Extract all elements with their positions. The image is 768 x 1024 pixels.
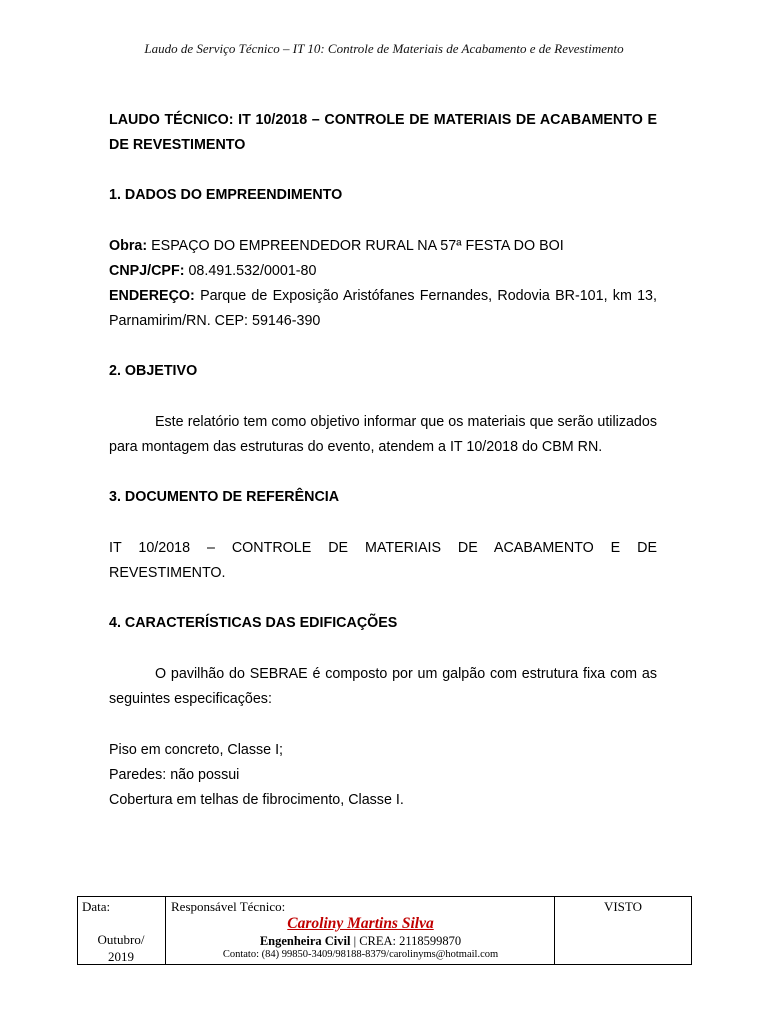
section-2-heading: 2. OBJETIVO — [109, 363, 198, 379]
responsavel-label: Responsável Técnico: — [171, 899, 286, 914]
document-body — [109, 108, 657, 813]
endereco-value: Parque de Exposição Aristófanes Fernandes, Rodovia BR-101, km 13, Parnamirim/RN. CEP: 59146-390 — [109, 288, 657, 329]
visto-cell — [555, 897, 691, 964]
cnpj-field — [109, 259, 657, 284]
document-title: LAUDO TÉCNICO: IT 10/2018 – CONTROLE DE MATERIAIS DE ACABAMENTO E DE REVESTIMENTO — [109, 112, 657, 153]
date-label: Data: — [82, 899, 111, 914]
running-header: Laudo de Serviço Técnico – IT 10: Controle de Materiais de Acabamento e de Revestimento — [144, 41, 624, 56]
visto-label: VISTO — [603, 899, 643, 914]
obra-value: ESPAÇO DO EMPREENDEDOR RURAL NA 57ª FESTA DO BOI — [151, 238, 564, 254]
date-value-month: Outubro/ — [97, 932, 145, 947]
responsavel-name: Caroliny Martins Silva — [287, 915, 434, 932]
role-title: Engenheira Civil — [259, 934, 351, 948]
endereco-label: ENDEREÇO: — [109, 288, 195, 304]
date-value-year: 2019 — [108, 949, 134, 964]
responsavel-contact: Contato: (84) 99850-3409/98188-8379/carolinyms@hotmail.com — [222, 949, 499, 960]
section-4-heading: 4. CARACTERÍSTICAS DAS EDIFICAÇÕES — [109, 615, 398, 631]
spec-item: Piso em concreto, Classe I; — [109, 742, 284, 758]
spec-item: Cobertura em telhas de fibrocimento, Classe I. — [109, 792, 404, 808]
cnpj-value: 08.491.532/0001-80 — [188, 263, 317, 279]
cnpj-label: CNPJ/CPF: — [109, 263, 185, 279]
obra-label: Obra: — [109, 238, 148, 254]
responsavel-role — [166, 934, 555, 949]
endereco-field — [109, 284, 657, 334]
obra-field — [109, 234, 657, 259]
signature-table — [77, 896, 692, 965]
date-cell — [78, 897, 166, 964]
section-1-heading: 1. DADOS DO EMPREENDIMENTO — [109, 187, 343, 203]
spec-item: Paredes: não possui — [109, 767, 240, 783]
responsavel-cell — [166, 897, 555, 964]
caracteristicas-paragraph: O pavilhão do SEBRAE é composto por um galpão com estrutura fixa com as seguintes especificações: — [109, 666, 657, 707]
section-3-heading: 3. DOCUMENTO DE REFERÊNCIA — [109, 489, 340, 505]
referencia-paragraph: IT 10/2018 – CONTROLE DE MATERIAIS DE ACABAMENTO E DE REVESTIMENTO. — [109, 540, 657, 581]
date-value — [78, 931, 164, 965]
crea-number: | CREA: 2118599870 — [353, 934, 462, 948]
objetivo-paragraph: Este relatório tem como objetivo informar que os materiais que serão utilizados para montagem das estruturas do evento, atendem a IT 10/2018 do CBM RN. — [109, 414, 657, 455]
